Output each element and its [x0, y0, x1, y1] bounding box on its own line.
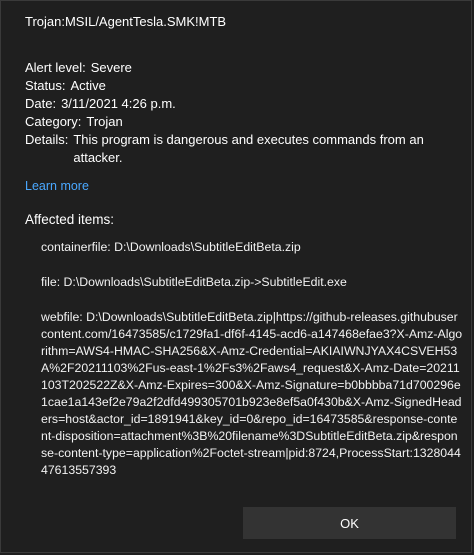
category-label: Category: [25, 114, 82, 129]
alert-level-label: Alert level: [25, 60, 86, 75]
threat-name: Trojan:MSIL/AgentTesla.SMK!MTB [25, 14, 227, 29]
affected-items-label: Affected items: [25, 212, 115, 227]
affected-item-webfile: webfile: D:\Downloads\SubtitleEditBeta.zip|https://github-releases.githubusercontent.com/16473585/c1729fa1-df6f-4145-acd6-a147468efae3?X-Amz-Algorithm=AWS4-HMAC-SHA256&X-Amz-Credential=AKIAIWNJYAX4CSVEH53A%2F20211103%2Fus-east-1%2Fs3%2Faws4_request&X-Amz-Date=20211103T202522Z&X-Amz-Expires=300&X-Amz-Signature=b0bbbba71d700296e1cae1a143ef2e79a2f2dfd499305701b923e8ef5a0f430b&X-Amz-SignedHeaders=host&actor_id=1891941&key_id=0&repo_id=16473585&response-content-disposition=attachment%3B%20filename%3DSubtitleEditBeta.zip&response-content-type=application%2Foctet-stream|pid:8724,ProcessStart:132804447613557393 [41, 310, 463, 477]
details-row [25, 131, 455, 167]
details-value: This program is dangerous and executes commands from an attacker. [73, 132, 424, 165]
alert-level-value: Severe [90, 60, 132, 75]
status-value: Active [70, 78, 106, 93]
status-row [25, 77, 455, 95]
affected-item-containerfile: containerfile: D:\Downloads\SubtitleEditBeta.zip [41, 240, 301, 254]
category-row [25, 113, 455, 131]
date-label: Date: [25, 96, 57, 111]
date-value: 3/11/2021 4:26 p.m. [61, 96, 176, 111]
alert-level-row [25, 59, 455, 77]
threat-details-list [25, 59, 455, 167]
learn-more-link[interactable]: Learn more [25, 179, 89, 193]
details-label: Details: [25, 132, 69, 147]
status-label: Status: [25, 78, 66, 93]
ok-button[interactable]: OK [243, 507, 456, 539]
date-row [25, 95, 455, 113]
affected-items-list [41, 239, 463, 517]
affected-item-file: file: D:\Downloads\SubtitleEditBeta.zip->SubtitleEdit.exe [41, 275, 347, 289]
category-value: Trojan [86, 114, 123, 129]
